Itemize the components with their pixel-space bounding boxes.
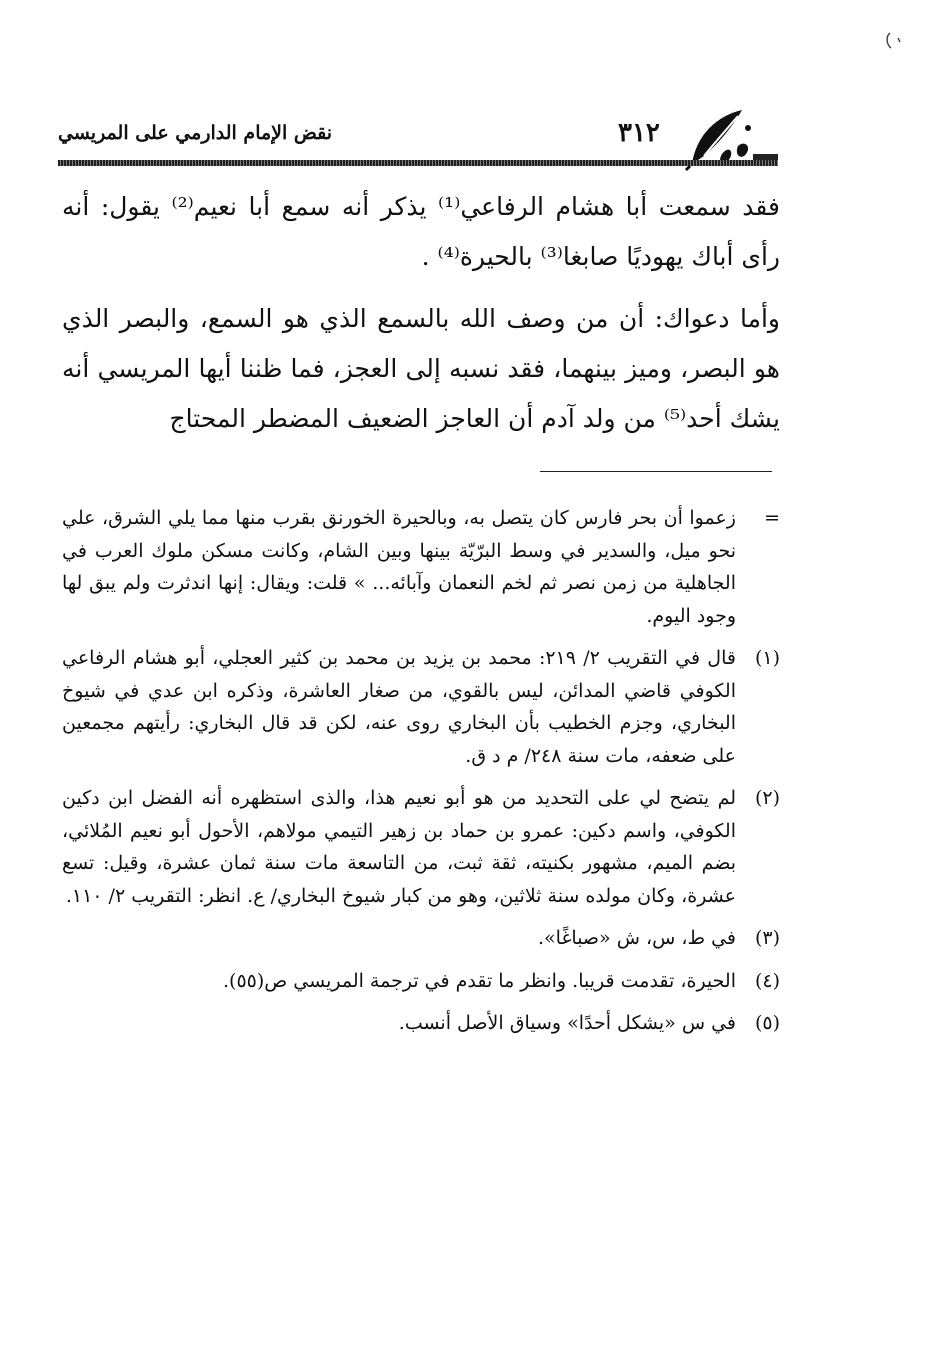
header-rule-accent: [753, 154, 778, 160]
footnote-continued: [62, 502, 780, 632]
footnote-marker: (٣): [754, 927, 780, 949]
footnote-text: زعموا أن بحر فارس كان يتصل به، وبالحيرة الخورنق بقرب منها مما يلي الشرق، علي نحو ميل، والسدير في وسط البرّيّة بينها وبين الشام، وكانت مسكن ملوك العرب في الجاهلية من زمن نصر ثم لخم النعمان وآبائه... » قلت: ويقال: إنها اندثرت ولم يبق لها وجود اليوم.: [62, 507, 736, 627]
scan-corner-mark: [884, 30, 904, 52]
footnote-text: قال في التقريب ٢/ ٢١٩: محمد بن يزيد بن محمد بن كثير العجلي، أبو هشام الرفاعي الكوفي قاضي المدائن، ليس بالقوي، من صغار العاشرة، وذكره ابن عدي في شيوخ البخاري، وجزم الخطيب بأن البخاري روى عنه، لكن قد قال البخاري: رأيتهم مجمعين على ضعفه، مات سنة ٢٤٨/ م د ق.: [62, 647, 736, 767]
page-header: [58, 112, 778, 174]
footnote-marker: (٥): [754, 1012, 780, 1034]
main-text: [62, 182, 780, 444]
footnote-text: الحيرة، تقدمت قريبا. وانظر ما تقدم في ترجمة المريسي ص(٥٥).: [222, 969, 736, 992]
footnotes: [62, 502, 780, 1050]
footnote-text: في ط، س، ش «صباغًا».: [538, 927, 736, 949]
main-paragraph: فقد سمعت أبا هشام الرفاعي⁽¹⁾ يذكر أنه سمع أبا نعيم⁽²⁾ يقول: أنه رأى أباك يهوديًا صابغا⁽³⁾ بالحيرة⁽⁴⁾ .: [62, 192, 780, 271]
footnote-text: لم يتضح لي على التحديد من هو أبو نعيم هذا، والذى استظهره أنه الفضل ابن دكين الكوفي، واسم دكين: عمرو بن حماد بن زهير التيمي مولاهم، الأحول أبو نعيم المُلائي، بضم الميم، مشهور بكنيته، ثقة ثبت، من التاسعة مات سنة ثمان عشرة، وقيل: تسع عشرة، وكان مولده سنة ثلاثين، وهو من كبار شيوخ البخاري/ ع. انظر: التقريب ٢/ ١١٠.: [62, 787, 736, 907]
page-number: ٣١٢: [618, 118, 660, 148]
footnote-1: [62, 642, 780, 772]
header-rule: [58, 160, 778, 166]
footnote-3: [62, 922, 780, 955]
footnote-2: [62, 782, 780, 912]
book-title: نقض الإمام الدارمي على المريسي: [58, 122, 333, 144]
footnote-5: [62, 1007, 780, 1040]
footnote-marker: (١): [754, 647, 780, 669]
footnote-marker: =: [764, 507, 780, 529]
main-paragraph: وأما دعواك: أن من وصف الله بالسمع الذي هو السمع، والبصر الذي هو البصر، وميز بينهما، فقد نسبه إلى العجز، فما ظننا أيها المريسي أنه يشك أحد⁽⁵⁾ من ولد آدم أن العاجز الضعيف المضطر المحتاج: [62, 304, 780, 433]
footnote-divider: [540, 471, 772, 472]
footnote-marker: (٤): [754, 969, 780, 992]
footnote-text: في س «يشكل أحدًا» وسياق الأصل أنسب.: [398, 1012, 736, 1034]
footnote-4: [62, 965, 780, 998]
footnote-marker: (٢): [754, 787, 780, 809]
